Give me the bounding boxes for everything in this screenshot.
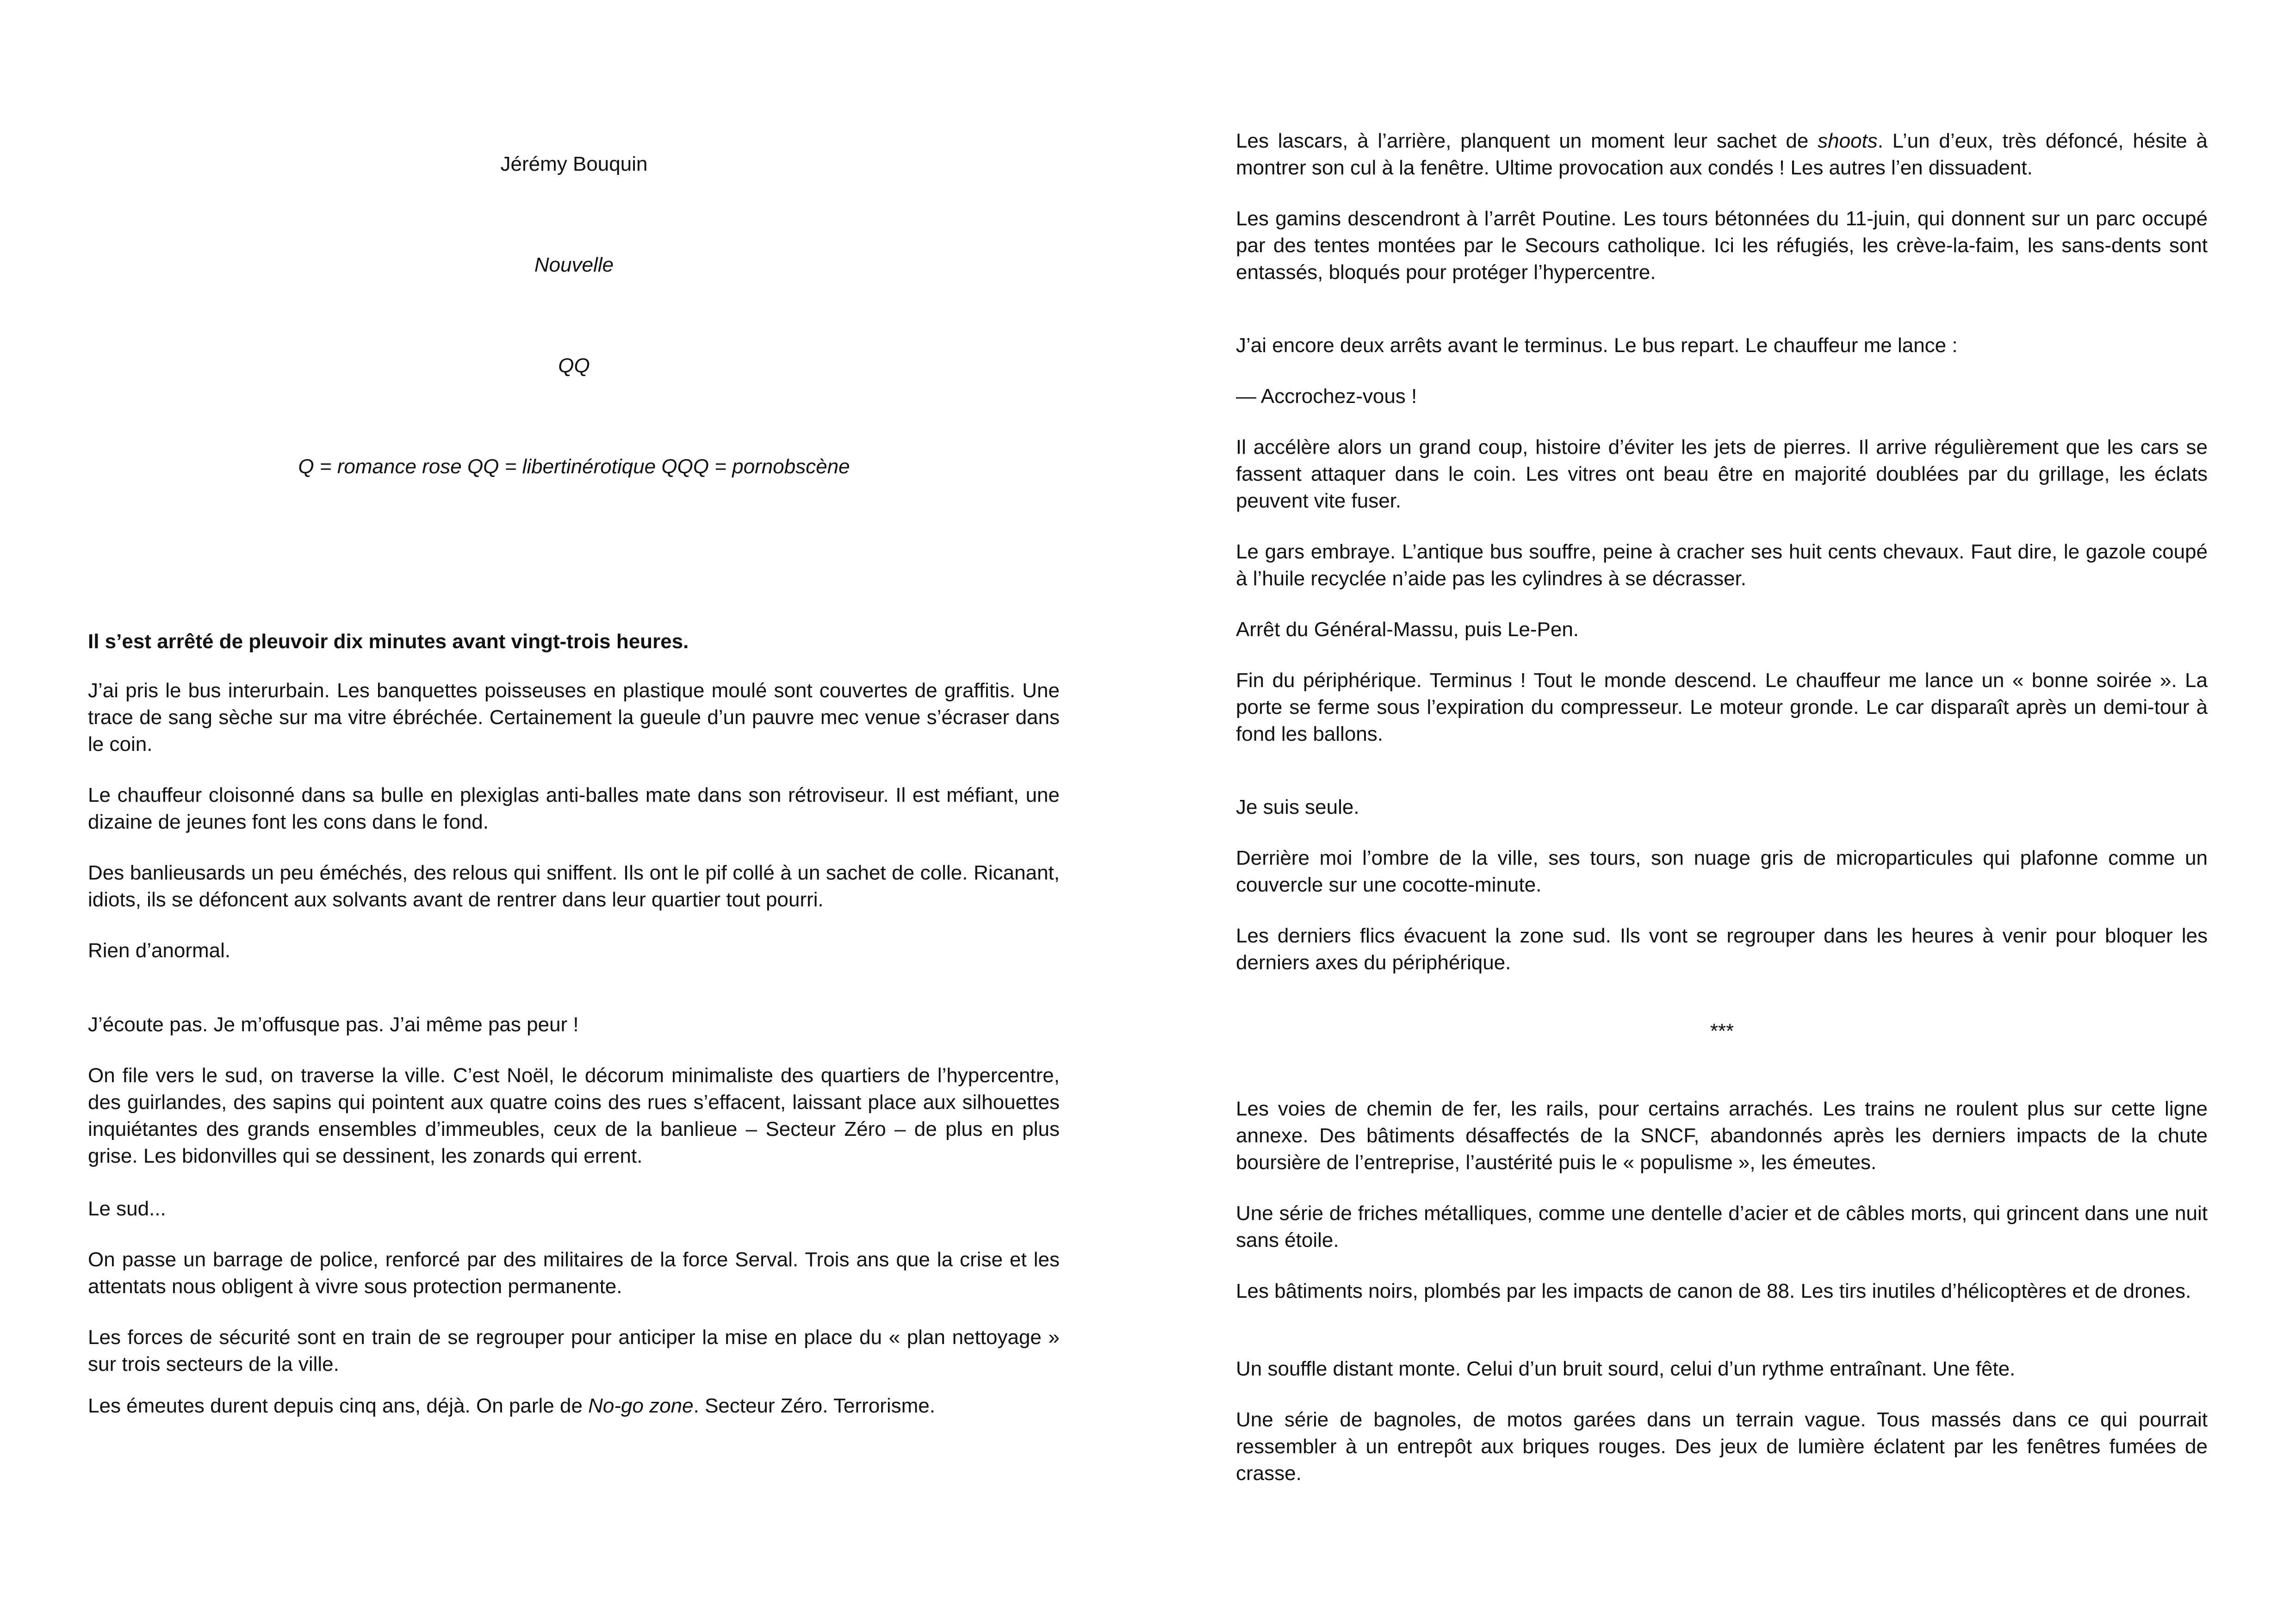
- rating-label: QQ: [558, 354, 590, 377]
- genre-label: Nouvelle: [534, 254, 614, 276]
- paragraph: Il accélère alors un grand coup, histoire d’éviter les jets de pierres. Il arrive régulièrement que les cars se fassent attaquer dans le coin. Les vitres ont beau être en majorité doublées par du grillage, les éclats peuvent vite fuser.: [1236, 436, 2208, 512]
- paragraph-text: . L’un d’eux, très défoncé, hésite à montrer son cul à la fenêtre. Ultime provocation aux condés ! Les autres l’en dissuadent.: [1236, 130, 2208, 179]
- right-page: [1148, 0, 2296, 1623]
- paragraph: Le gars embraye. L’antique bus souffre, peine à cracher ses huit cents chevaux. Faut dire, le gazole coupé à l’huile recyclée n’aide pas les cylindres à se décrasser.: [1236, 540, 2208, 590]
- paragraph: Derrière moi l’ombre de la ville, ses tours, son nuage gris de microparticules qui plafonne comme un couvercle sur une cocotte-minute.: [1236, 847, 2208, 896]
- emphasis-text: No-go zone: [588, 1394, 694, 1417]
- paragraph: J’écoute pas. Je m’offusque pas. J’ai même pas peur !: [88, 1013, 579, 1036]
- paragraph: Fin du périphérique. Terminus ! Tout le monde descend. Le chauffeur me lance un « bonne soirée ». La porte se ferme sous l’expiration du compresseur. Le moteur gronde. Le car disparaît après un demi-tour à fond les ballons.: [1236, 669, 2208, 745]
- paragraph: Les voies de chemin de fer, les rails, pour certains arrachés. Les trains ne roulent plus sur cette ligne annexe. Des bâtiments désaffectés de la SNCF, abandonnés après les derniers impacts de la chute boursière de l’entreprise, l’austérité puis le « populisme », les émeutes.: [1236, 1097, 2208, 1174]
- paragraph: J’ai encore deux arrêts avant le terminus. Le bus repart. Le chauffeur me lance :: [1236, 334, 1958, 357]
- paragraph: Les derniers flics évacuent la zone sud. Ils vont se regrouper dans les heures à venir pour bloquer les derniers axes du périphérique.: [1236, 924, 2208, 974]
- paragraph: Je suis seule.: [1236, 796, 1359, 818]
- dialogue-line: — Accrochez-vous !: [1236, 385, 1417, 408]
- paragraph: Un souffle distant monte. Celui d’un bruit sourd, celui d’un rythme entraînant. Une fête.: [1236, 1357, 2016, 1380]
- paragraph: On file vers le sud, on traverse la ville. C’est Noël, le décorum minimaliste des quartiers de l’hypercentre, des guirlandes, des sapins qui pointent aux quatre coins des rues s’effacent, laissant place aux silhouettes inquiétantes des grands ensembles d’immeubles, ceux de la banlieue – Secteur Zéro – de plus en plus grise. Les bidonvilles qui se dessinent, les zonards qui errent.: [88, 1064, 1060, 1167]
- paragraph: Rien d’anormal.: [88, 939, 231, 962]
- rating-legend: Q = romance rose QQ = libertinérotique QQQ = pornobscène: [298, 455, 850, 478]
- paragraph: Des banlieusards un peu éméchés, des relous qui sniffent. Ils ont le pif collé à un sachet de colle. Ricanant, idiots, ils se défoncent aux solvants avant de rentrer dans leur quartier tout pourri.: [88, 861, 1060, 911]
- opening-paragraph: Il s’est arrêté de pleuvoir dix minutes avant vingt-trois heures.: [88, 630, 689, 653]
- paragraph: [1236, 128, 2208, 181]
- emphasis-text: shoots: [1818, 130, 1878, 152]
- paragraph: Les gamins descendront à l’arrêt Poutine. Les tours bétonnées du 11-juin, qui donnent sur un parc occupé par des tentes montées par le Secours catholique. Ici les réfugiés, les crève-la-faim, les sans-dents sont entassés, bloqués pour protéger l’hypercentre.: [1236, 207, 2208, 284]
- paragraph: Le chauffeur cloisonné dans sa bulle en plexiglas anti-balles mate dans son rétroviseur. Il est méfiant, une dizaine de jeunes font les cons dans le fond.: [88, 784, 1060, 833]
- paragraph: Le sud...: [88, 1197, 166, 1220]
- paragraph: [88, 1393, 1060, 1419]
- author-name: Jérémy Bouquin: [500, 153, 648, 175]
- paragraph-text: Les lascars, à l’arrière, planquent un moment leur sachet de: [1236, 130, 1818, 152]
- paragraph-text: Les émeutes durent depuis cinq ans, déjà. On parle de: [88, 1394, 589, 1417]
- paragraph: Une série de bagnoles, de motos garées dans un terrain vague. Tous massés dans ce qui pourrait ressembler à un entrepôt aux briques rouges. Des jeux de lumière éclatent par les fenêtres fumées de crasse.: [1236, 1408, 2208, 1485]
- paragraph: J’ai pris le bus interurbain. Les banquettes poisseuses en plastique moulé sont couvertes de graffitis. Une trace de sang sèche sur ma vitre ébréchée. Certainement la gueule d’un pauvre mec venue s’écraser dans le coin.: [88, 679, 1060, 756]
- paragraph: Les bâtiments noirs, plombés par les impacts de canon de 88. Les tirs inutiles d’hélicoptères et de drones.: [1236, 1280, 2191, 1302]
- paragraph: On passe un barrage de police, renforcé par des militaires de la force Serval. Trois ans que la crise et les attentats nous obligent à vivre sous protection permanente.: [88, 1248, 1060, 1298]
- paragraph: Les forces de sécurité sont en train de se regrouper pour anticiper la mise en place du « plan nettoyage » sur trois secteurs de la ville.: [88, 1326, 1060, 1375]
- paragraph-text: . Secteur Zéro. Terrorisme.: [693, 1394, 936, 1417]
- paragraph: Une série de friches métalliques, comme une dentelle d’acier et de câbles morts, qui grincent dans une nuit sans étoile.: [1236, 1202, 2208, 1251]
- paragraph: Arrêt du Général-Massu, puis Le-Pen.: [1236, 618, 1579, 641]
- section-separator: ***: [1710, 1020, 1734, 1042]
